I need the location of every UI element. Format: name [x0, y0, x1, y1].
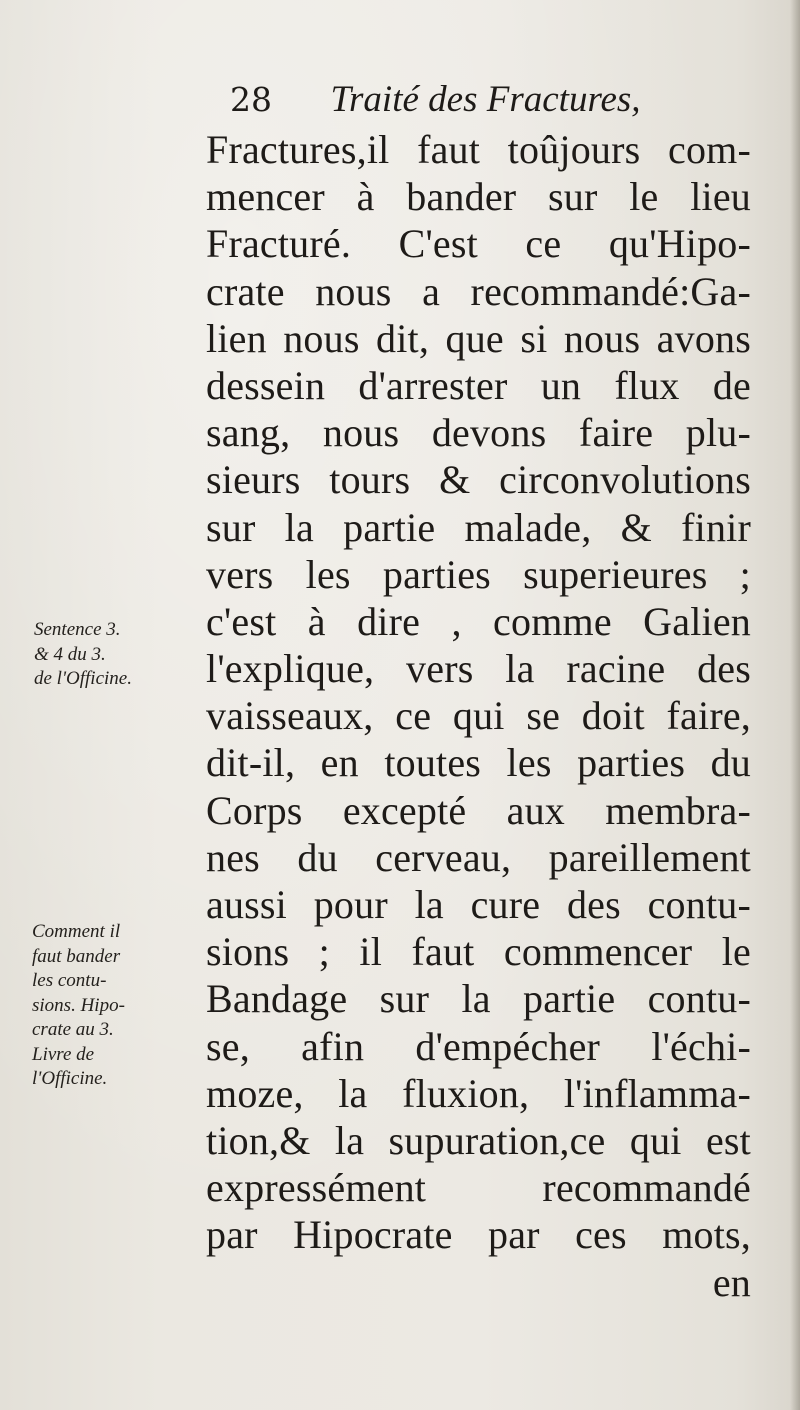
text-line: par Hipocrate par ces mots,	[206, 1212, 751, 1258]
text-line: vers les parties superieures ;	[206, 551, 751, 597]
text-line: vaisseaux, ce qui se doit faire,	[206, 693, 751, 739]
margin-note-line: sions. Hipo-	[32, 994, 125, 1016]
text-line: Bandage sur la partie contu-	[206, 976, 751, 1022]
page-edge-shadow	[790, 0, 800, 1410]
text-line: crate nous a recommandé:Ga-	[206, 268, 751, 314]
margin-note	[34, 618, 132, 692]
margin-note-line: faut bander	[32, 945, 121, 967]
margin-note-line: Sentence 3.	[34, 619, 121, 640]
text-line: tion,& la supuration,ce qui est	[206, 1117, 751, 1163]
page-header	[230, 78, 641, 121]
margin-note-line: & 4 du 3.	[34, 643, 106, 665]
text-line: Fracturé. C'est ce qu'Hipo-	[206, 221, 751, 267]
margin-note-line: de l'Officine.	[34, 668, 132, 689]
text-line: moze, la fluxion, l'inflamma-	[206, 1070, 751, 1116]
text-line: dit-il, en toutes les parties du	[206, 740, 751, 786]
text-line: l'explique, vers la racine des	[206, 646, 751, 692]
text-line: nes du cerveau, pareillement	[206, 834, 751, 880]
text-line: aussi pour la cure des contu-	[206, 882, 751, 927]
text-line: sieurs tours & circonvolutions	[206, 457, 751, 503]
text-line: Fractures,il faut toûjours com-	[206, 127, 751, 172]
running-title: Traité des Fractures,	[330, 79, 641, 120]
text-line: expressément recommandé	[206, 1165, 751, 1211]
margin-note-line: l'Officine.	[32, 1068, 108, 1089]
catchword: en	[712, 1259, 751, 1305]
margin-note-line: les contu-	[32, 970, 107, 991]
text-line: sang, nous devons faire plu-	[206, 410, 751, 456]
margin-note-line: Livre de	[32, 1043, 95, 1065]
text-line: Corps excepté aux membra-	[206, 787, 751, 833]
margin-note-line: Comment il	[32, 921, 121, 942]
main-text-block	[206, 126, 766, 1306]
text-line: c'est à dire , comme Galien	[206, 598, 751, 644]
text-line: se, afin d'empécher l'échi-	[206, 1023, 751, 1069]
text-line: mencer à bander sur le lieu	[206, 174, 751, 220]
text-line: lien nous dit, que si nous avons	[206, 315, 751, 361]
text-line: sions ; il faut commencer le	[206, 929, 751, 975]
text-line: sur la partie malade, & finir	[206, 504, 751, 550]
margin-note-line: crate au 3.	[32, 1019, 114, 1040]
page-number: 28	[230, 80, 272, 119]
margin-note	[32, 920, 125, 1092]
text-line: dessein d'arrester un flux de	[206, 362, 751, 408]
